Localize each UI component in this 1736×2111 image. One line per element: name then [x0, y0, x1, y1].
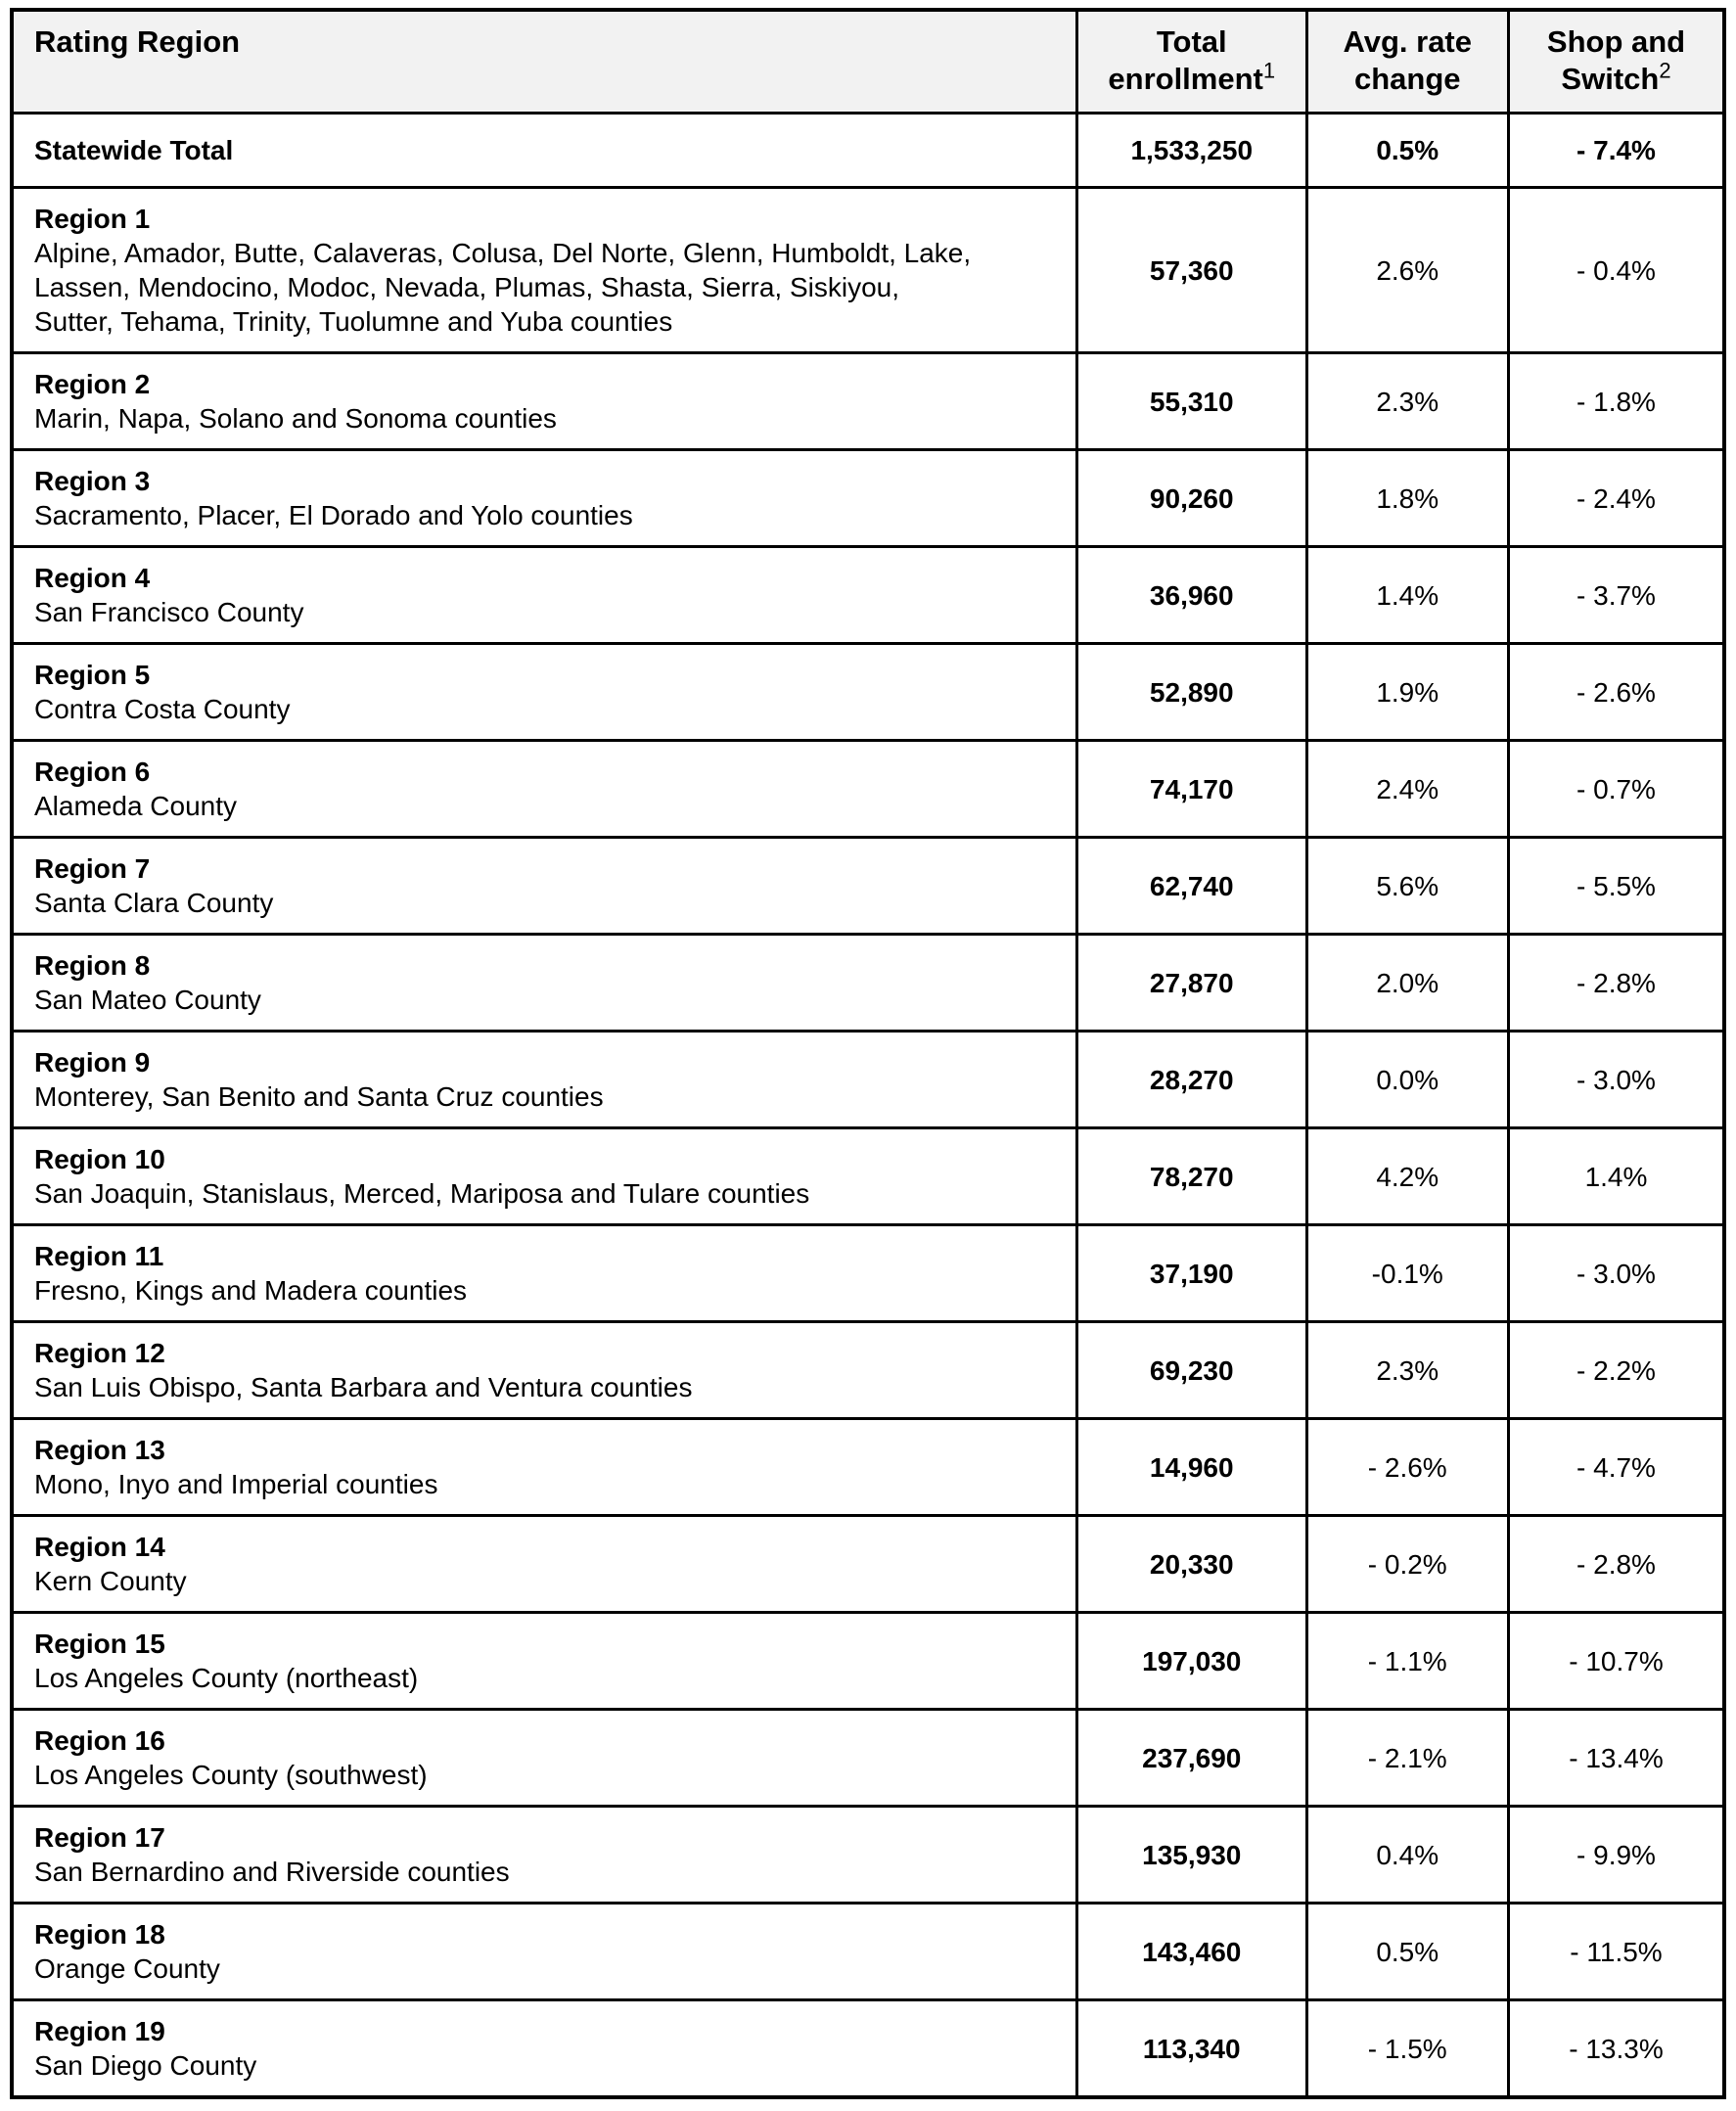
region-cell — [12, 1225, 1077, 1322]
footnote-marker-1: 1 — [1262, 58, 1276, 83]
shop-and-switch-value: - 2.4% — [1509, 450, 1725, 547]
region-name: Region 16 — [34, 1725, 165, 1756]
region-name: Region 4 — [34, 563, 151, 593]
table-row — [12, 188, 1724, 353]
region-cell — [12, 1032, 1077, 1128]
region-cell — [12, 1710, 1077, 1807]
region-name: Region 17 — [34, 1822, 165, 1853]
header-cell-shop-and-switch — [1509, 10, 1725, 114]
region-counties: Kern County — [34, 1566, 187, 1596]
shop-and-switch-value: - 3.7% — [1509, 547, 1725, 644]
avg-rate-change-value: 2.3% — [1306, 353, 1509, 450]
avg-rate-change-value: 0.0% — [1306, 1032, 1509, 1128]
shop-and-switch-value: - 9.9% — [1509, 1807, 1725, 1904]
region-name: Region 8 — [34, 950, 151, 981]
table-row — [12, 1904, 1724, 2000]
region-name: Region 9 — [34, 1047, 151, 1078]
table-row — [12, 114, 1724, 188]
total-enrollment-value: 62,740 — [1077, 838, 1307, 935]
avg-rate-change-value: 2.3% — [1306, 1322, 1509, 1419]
total-enrollment-value: 69,230 — [1077, 1322, 1307, 1419]
region-counties: Monterey, San Benito and Santa Cruz counties — [34, 1081, 604, 1112]
total-enrollment-value: 197,030 — [1077, 1613, 1307, 1710]
region-counties: Fresno, Kings and Madera counties — [34, 1275, 468, 1306]
region-cell — [12, 1807, 1077, 1904]
region-cell — [12, 547, 1077, 644]
table-row — [12, 2000, 1724, 2098]
table-row — [12, 1128, 1724, 1225]
region-cell — [12, 838, 1077, 935]
table-row — [12, 1807, 1724, 1904]
region-name: Region 12 — [34, 1338, 165, 1368]
total-enrollment-value: 27,870 — [1077, 935, 1307, 1032]
region-counties: San Bernardino and Riverside counties — [34, 1857, 510, 1887]
table-row — [12, 1322, 1724, 1419]
region-counties: Orange County — [34, 1953, 220, 1984]
shop-and-switch-value: - 2.8% — [1509, 935, 1725, 1032]
total-enrollment-value: 57,360 — [1077, 188, 1307, 353]
region-counties: Sacramento, Placer, El Dorado and Yolo counties — [34, 500, 633, 530]
region-name: Region 6 — [34, 757, 151, 787]
avg-rate-change-value: - 1.5% — [1306, 2000, 1509, 2098]
header-cell-avg-rate-change — [1306, 10, 1509, 114]
region-cell — [12, 1419, 1077, 1516]
region-cell — [12, 1128, 1077, 1225]
footnote-marker-2: 2 — [1659, 58, 1671, 83]
rating-region-table — [10, 8, 1726, 2099]
region-counties: Alpine, Amador, Butte, Calaveras, Colusa, Del Norte, Glenn, Humboldt, Lake, Lassen, Mendocino, Modoc, Nevada, Plumas, Shasta, Sierra, Siskiyou, Sutter, Tehama, Trinity, Tuolumne and Yuba counties — [34, 238, 972, 337]
table-row — [12, 1516, 1724, 1613]
avg-rate-change-value: 1.8% — [1306, 450, 1509, 547]
total-enrollment-value: 135,930 — [1077, 1807, 1307, 1904]
shop-and-switch-value: - 2.8% — [1509, 1516, 1725, 1613]
avg-rate-change-value: - 1.1% — [1306, 1613, 1509, 1710]
table-row — [12, 353, 1724, 450]
avg-rate-change-value: - 2.1% — [1306, 1710, 1509, 1807]
region-counties: Contra Costa County — [34, 694, 291, 724]
region-counties: San Diego County — [34, 2050, 257, 2081]
total-enrollment-value: 52,890 — [1077, 644, 1307, 741]
region-cell — [12, 1904, 1077, 2000]
header-row — [12, 10, 1724, 114]
avg-rate-change-value: -0.1% — [1306, 1225, 1509, 1322]
total-enrollment-value: 36,960 — [1077, 547, 1307, 644]
shop-and-switch-value: - 0.7% — [1509, 741, 1725, 838]
region-name: Region 11 — [34, 1241, 164, 1271]
total-enrollment-value: 1,533,250 — [1077, 114, 1307, 188]
shop-and-switch-value: 1.4% — [1509, 1128, 1725, 1225]
shop-and-switch-value: - 7.4% — [1509, 114, 1725, 188]
region-cell — [12, 1322, 1077, 1419]
shop-and-switch-value: - 2.6% — [1509, 644, 1725, 741]
table-body — [12, 114, 1724, 2098]
total-enrollment-value: 14,960 — [1077, 1419, 1307, 1516]
shop-and-switch-value: - 2.2% — [1509, 1322, 1725, 1419]
region-name: Region 14 — [34, 1532, 165, 1562]
total-enrollment-value: 237,690 — [1077, 1710, 1307, 1807]
region-name: Region 15 — [34, 1629, 165, 1659]
region-name: Region 1 — [34, 204, 151, 234]
shop-and-switch-value: - 3.0% — [1509, 1225, 1725, 1322]
total-enrollment-value: 90,260 — [1077, 450, 1307, 547]
table-row — [12, 838, 1724, 935]
header-label: Rating Region — [34, 24, 241, 59]
region-counties: San Joaquin, Stanislaus, Merced, Mariposa and Tulare counties — [34, 1178, 810, 1209]
region-name: Region 10 — [34, 1144, 165, 1174]
table-row — [12, 450, 1724, 547]
table-row — [12, 1225, 1724, 1322]
shop-and-switch-value: - 10.7% — [1509, 1613, 1725, 1710]
region-cell — [12, 188, 1077, 353]
region-counties: San Luis Obispo, Santa Barbara and Ventura counties — [34, 1372, 693, 1402]
total-enrollment-value: 28,270 — [1077, 1032, 1307, 1128]
avg-rate-change-value: 2.0% — [1306, 935, 1509, 1032]
shop-and-switch-value: - 13.3% — [1509, 2000, 1725, 2098]
avg-rate-change-value: 2.4% — [1306, 741, 1509, 838]
total-enrollment-value: 113,340 — [1077, 2000, 1307, 2098]
avg-rate-change-value: 0.5% — [1306, 114, 1509, 188]
region-cell — [12, 1516, 1077, 1613]
region-name: Region 18 — [34, 1919, 165, 1950]
header-label: Total enrollment — [1108, 24, 1263, 96]
table-row — [12, 1613, 1724, 1710]
region-name: Region 13 — [34, 1435, 165, 1465]
avg-rate-change-value: 2.6% — [1306, 188, 1509, 353]
region-cell — [12, 2000, 1077, 2098]
table-header — [12, 10, 1724, 114]
region-cell — [12, 741, 1077, 838]
table-row — [12, 935, 1724, 1032]
table-row — [12, 1710, 1724, 1807]
region-cell — [12, 1613, 1077, 1710]
region-counties: Santa Clara County — [34, 888, 274, 918]
region-name: Region 7 — [34, 853, 151, 884]
region-name: Statewide Total — [34, 135, 234, 165]
table-row — [12, 1032, 1724, 1128]
total-enrollment-value: 143,460 — [1077, 1904, 1307, 2000]
shop-and-switch-value: - 4.7% — [1509, 1419, 1725, 1516]
avg-rate-change-value: - 0.2% — [1306, 1516, 1509, 1613]
region-name: Region 5 — [34, 660, 151, 690]
region-cell — [12, 450, 1077, 547]
shop-and-switch-value: - 1.8% — [1509, 353, 1725, 450]
shop-and-switch-value: - 5.5% — [1509, 838, 1725, 935]
region-name: Region 19 — [34, 2016, 165, 2046]
total-enrollment-value: 74,170 — [1077, 741, 1307, 838]
region-cell — [12, 353, 1077, 450]
table-row — [12, 1419, 1724, 1516]
avg-rate-change-value: 0.4% — [1306, 1807, 1509, 1904]
region-cell — [12, 114, 1077, 188]
total-enrollment-value: 78,270 — [1077, 1128, 1307, 1225]
total-enrollment-value: 37,190 — [1077, 1225, 1307, 1322]
region-counties: Alameda County — [34, 791, 238, 821]
header-cell-rating-region — [12, 10, 1077, 114]
table-row — [12, 644, 1724, 741]
avg-rate-change-value: 4.2% — [1306, 1128, 1509, 1225]
avg-rate-change-value: 1.4% — [1306, 547, 1509, 644]
header-label: Avg. rate change — [1343, 24, 1472, 96]
shop-and-switch-value: - 11.5% — [1509, 1904, 1725, 2000]
header-label: Shop and Switch — [1546, 24, 1686, 96]
region-cell — [12, 935, 1077, 1032]
avg-rate-change-value: 1.9% — [1306, 644, 1509, 741]
region-counties: Los Angeles County (northeast) — [34, 1663, 419, 1693]
region-counties: Los Angeles County (southwest) — [34, 1760, 428, 1790]
header-cell-total-enrollment — [1077, 10, 1307, 114]
shop-and-switch-value: - 13.4% — [1509, 1710, 1725, 1807]
avg-rate-change-value: 0.5% — [1306, 1904, 1509, 2000]
table-row — [12, 547, 1724, 644]
region-cell — [12, 644, 1077, 741]
shop-and-switch-value: - 0.4% — [1509, 188, 1725, 353]
shop-and-switch-value: - 3.0% — [1509, 1032, 1725, 1128]
region-counties: Mono, Inyo and Imperial counties — [34, 1469, 438, 1499]
region-name: Region 3 — [34, 466, 151, 496]
total-enrollment-value: 20,330 — [1077, 1516, 1307, 1613]
region-counties: San Mateo County — [34, 985, 261, 1015]
avg-rate-change-value: 5.6% — [1306, 838, 1509, 935]
region-counties: Marin, Napa, Solano and Sonoma counties — [34, 403, 557, 434]
region-name: Region 2 — [34, 369, 151, 399]
table-row — [12, 741, 1724, 838]
avg-rate-change-value: - 2.6% — [1306, 1419, 1509, 1516]
region-counties: San Francisco County — [34, 597, 304, 627]
total-enrollment-value: 55,310 — [1077, 353, 1307, 450]
